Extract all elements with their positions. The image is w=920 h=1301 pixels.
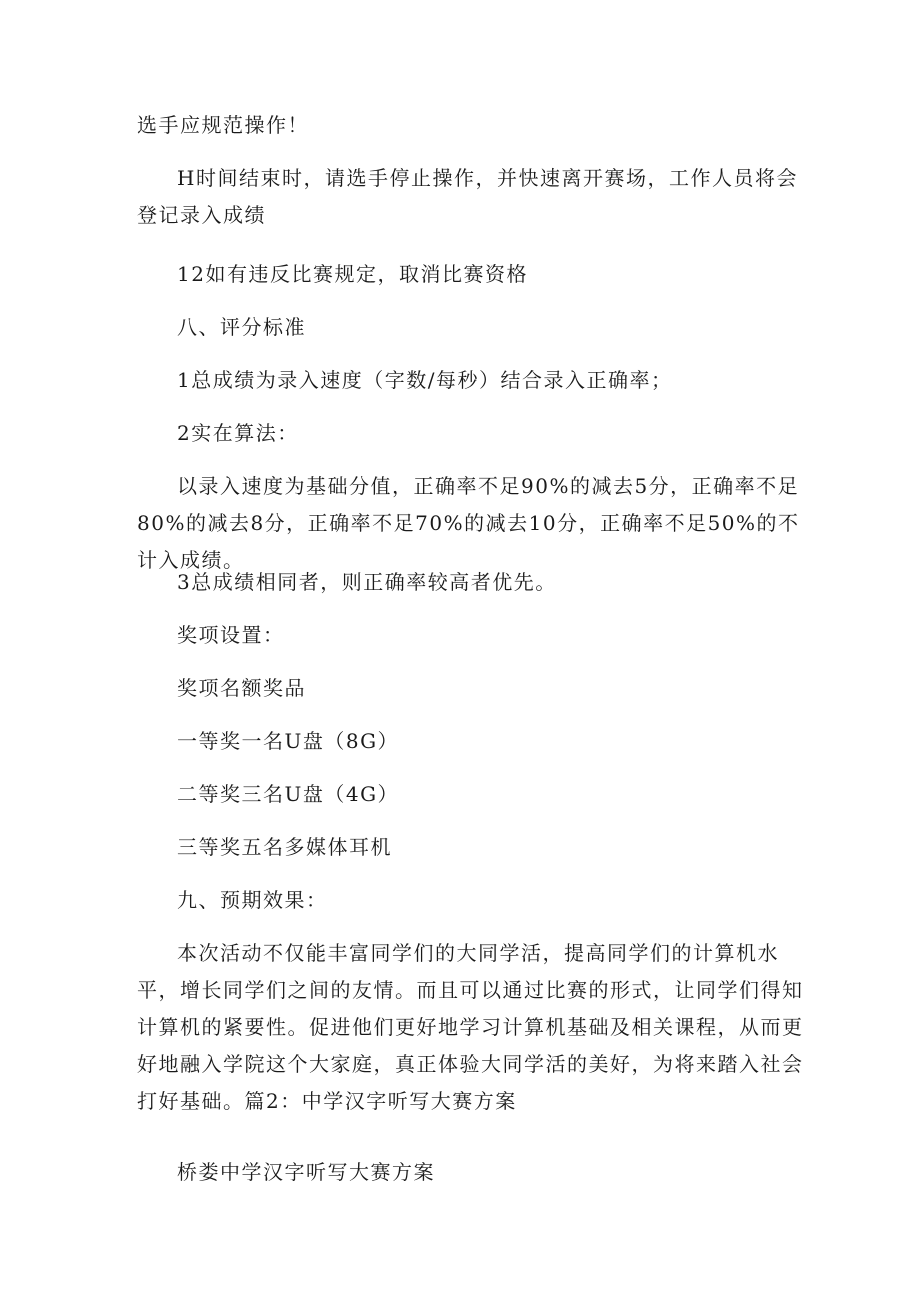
paragraph-expected-effect: 本次活动不仅能丰富同学们的大同学活，提高同学们的计算机水平，增长同学们之间的友情。而且可以通过比赛的形式，让同学们得知计算机的紧要性。促进他们更好地学习计算机基础及相关课程，从而更好地融入学院这个大家庭，真正体验大同学活的美好，为将来踏入社会打好基础。篇2：中学汉字听写大赛方案: [137, 941, 804, 1113]
paragraph-tie-break: 3总成绩相同者，则正确率较高者优先。: [177, 570, 557, 594]
award-first-prize: 一等奖一名U盘（8G）: [177, 729, 400, 753]
heading-scoring-standard: 八、评分标准: [177, 315, 306, 339]
awards-table-header: 奖项名额奖品: [177, 676, 306, 700]
heading-dictation-contest: 桥娄中学汉字听写大赛方案: [177, 1160, 435, 1184]
heading-awards: 奖项设置：: [177, 623, 285, 647]
paragraph-operate-notice: 选手应规范操作！: [137, 113, 309, 137]
heading-expected-effect: 九、预期效果：: [177, 888, 328, 912]
award-second-prize: 二等奖三名U盘（4G）: [177, 782, 400, 806]
paragraph-deductions: 以录入速度为基础分值，正确率不足90%的减去5分，正确率不足80%的减去8分，正确率不足70%的减去10分，正确率不足50%的不计入成绩。: [137, 474, 800, 572]
paragraph-total-score: 1总成绩为录入速度（字数/每秒）结合录入正确率；: [177, 368, 673, 392]
paragraph-time-end: H时间结束时，请选手停止操作，并快速离开赛场，工作人员将会登记录入成绩: [137, 166, 798, 227]
paragraph-violation: 12如有违反比赛规定，取消比赛资格: [177, 262, 528, 286]
paragraph-algorithm: 2实在算法：: [177, 421, 299, 445]
award-third-prize: 三等奖五名多媒体耳机: [177, 835, 392, 859]
